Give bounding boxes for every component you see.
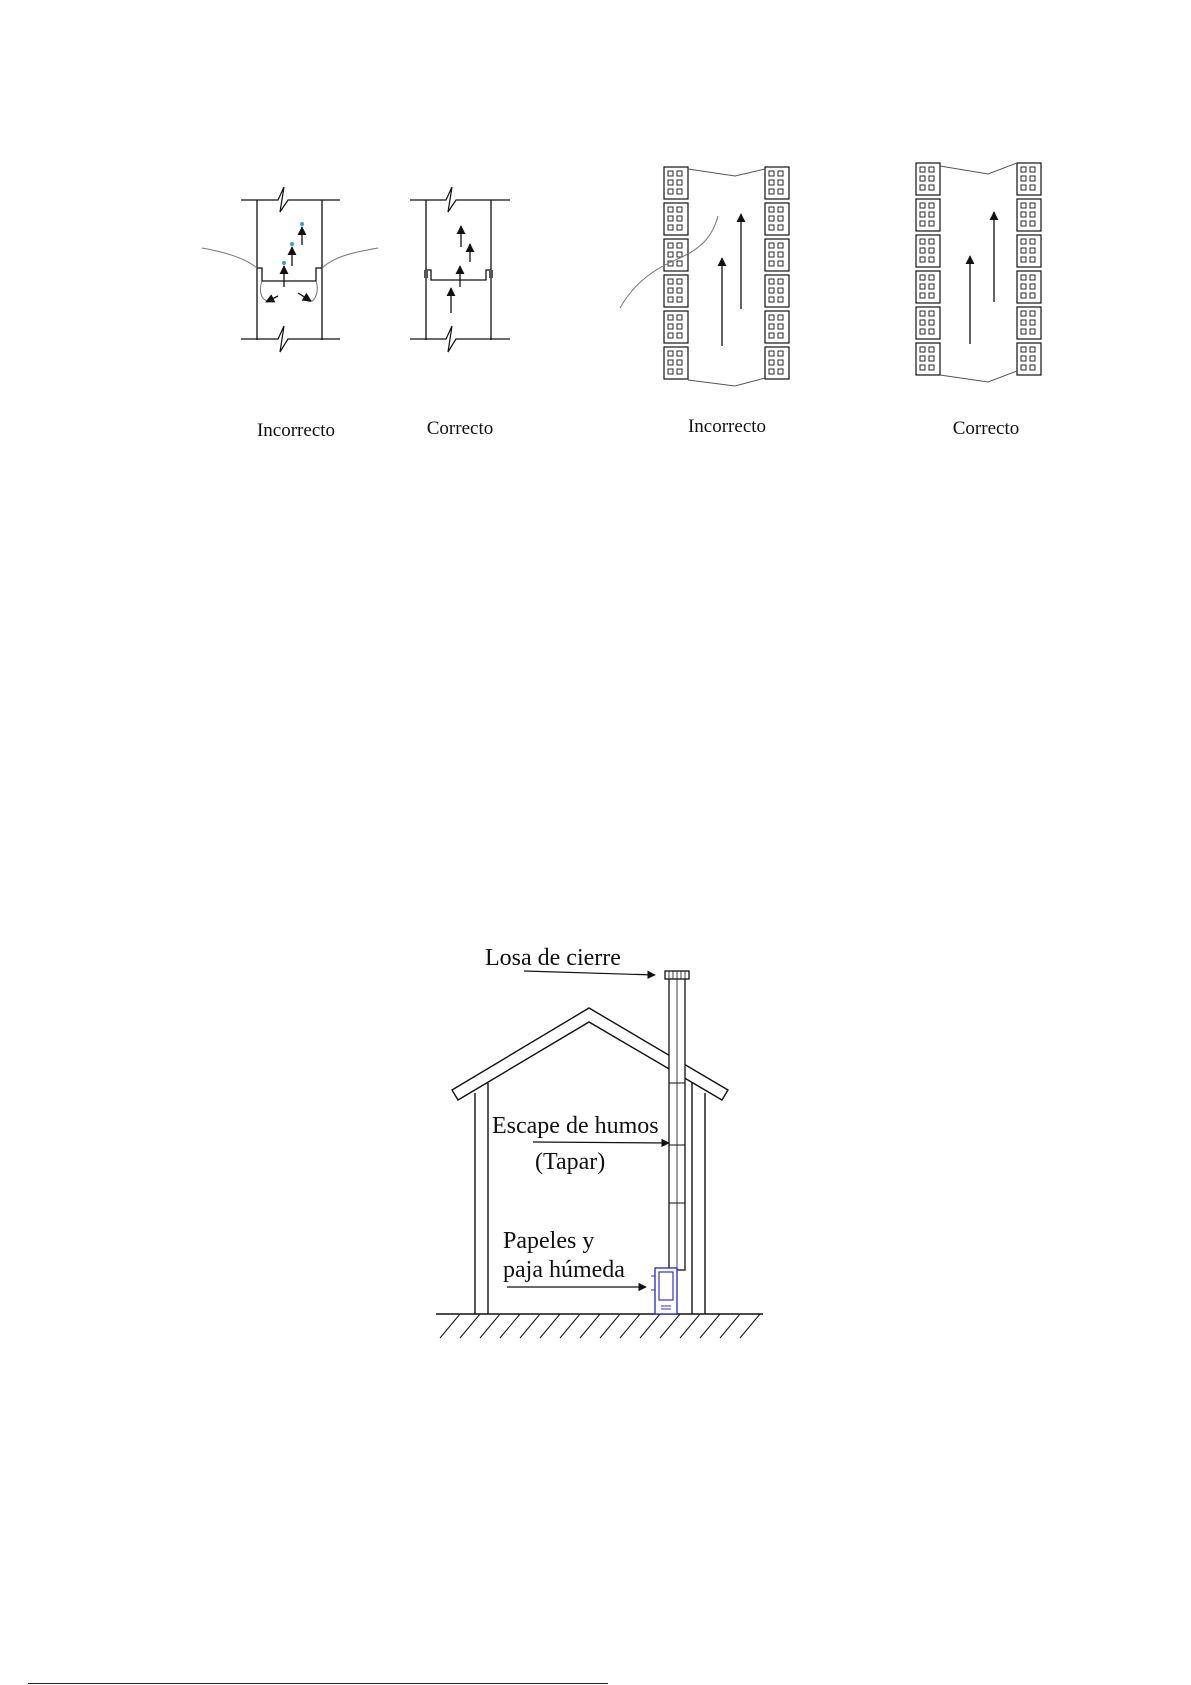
label-papers-line1: Papeles y [503, 1228, 595, 1254]
figure1-correct-label: Correcto [426, 418, 494, 439]
figure-blocks-incorrect [620, 167, 789, 437]
label-papers-line2: paja húmeda [503, 1257, 625, 1283]
label-smoke-exhaust-note: (Tapar) [535, 1149, 606, 1175]
figure-joint-correct [410, 187, 510, 439]
label-closure-slab: Losa de cierre [485, 945, 621, 971]
figure-joint-incorrect [202, 187, 378, 441]
figure2-correct-label: Correcto [952, 418, 1020, 439]
figure1-incorrect-label: Incorrecto [256, 420, 336, 441]
figure-blocks-correct [916, 163, 1041, 439]
stove-icon [651, 1268, 677, 1314]
footer-rule [28, 1683, 608, 1684]
figure-house [436, 945, 763, 1338]
figure2-incorrect-label: Incorrecto [687, 416, 767, 437]
label-smoke-exhaust: Escape de humos [492, 1113, 659, 1139]
